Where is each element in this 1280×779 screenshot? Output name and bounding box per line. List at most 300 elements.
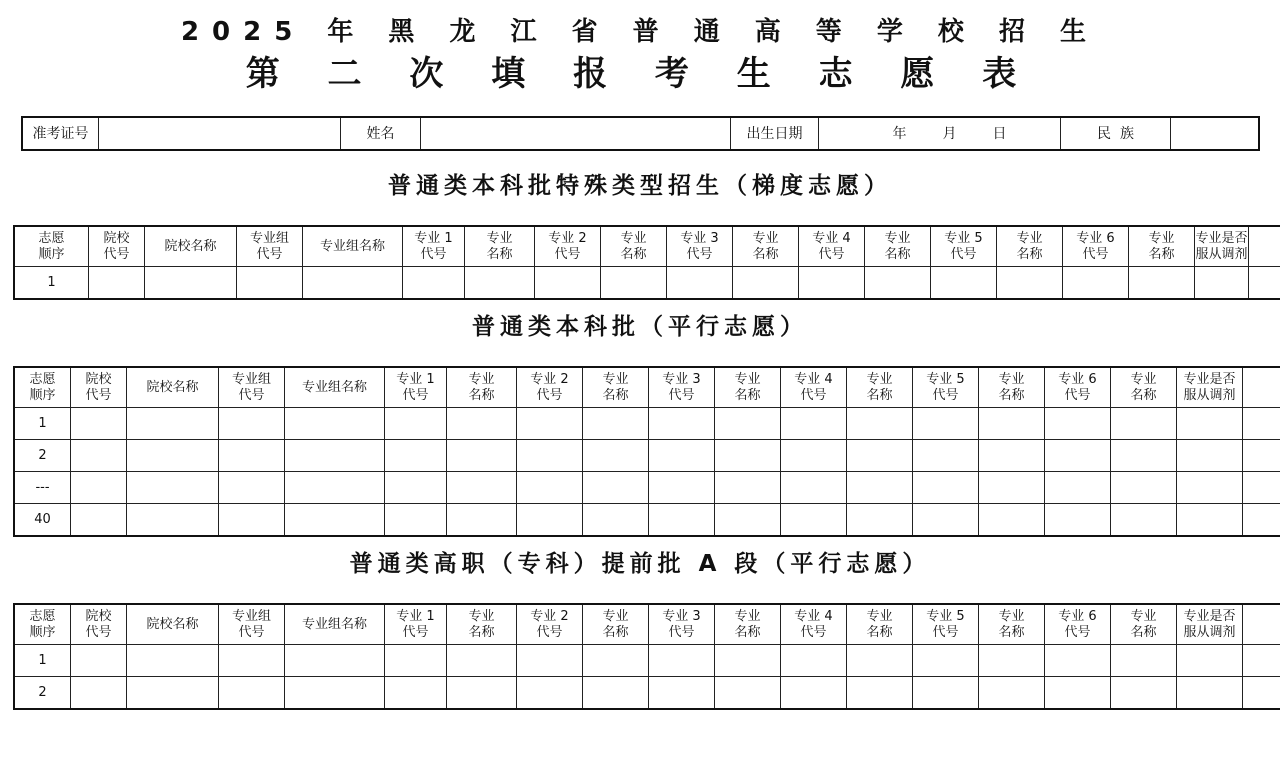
header-major-6-name — [1111, 605, 1177, 645]
choice-entry-cell[interactable] — [649, 408, 715, 440]
header-major-4-code — [781, 368, 847, 408]
choice-entry-cell[interactable] — [285, 677, 385, 709]
header-major-4-name-line2: 名称 — [866, 624, 893, 640]
header-major-6-code — [1045, 368, 1111, 408]
choice-entry-cell[interactable] — [583, 472, 649, 504]
choice-entry-cell[interactable] — [1177, 472, 1243, 504]
header-major-6-name-line2: 名称 — [1130, 387, 1157, 403]
choice-entry-cell[interactable] — [385, 440, 447, 472]
header-obey-adjust-line2: 服从调剂 — [1195, 246, 1248, 262]
choice-entry-cell[interactable] — [583, 408, 649, 440]
header-major-3-name-line1: 专业 — [752, 230, 779, 246]
header-major-2-name — [583, 368, 649, 408]
choice-row — [15, 645, 1280, 677]
header-major-3-name — [715, 605, 781, 645]
header-major-4-code — [799, 227, 865, 267]
choice-entry-cell[interactable] — [385, 645, 447, 677]
header-group-code-line2: 代号 — [256, 246, 283, 262]
choice-entry-cell[interactable] — [447, 408, 517, 440]
header-group-name: 专业组名称 — [285, 605, 385, 645]
header-major-1-code — [385, 368, 447, 408]
choice-entry-cell[interactable] — [303, 267, 403, 299]
header-major-6-code-line2: 代号 — [1064, 624, 1091, 640]
header-major-3-code — [667, 227, 733, 267]
header-major-2-name-line2: 名称 — [620, 246, 647, 262]
header-major-3-name — [715, 368, 781, 408]
choice-entry-cell[interactable] — [583, 645, 649, 677]
month-label: 月 — [942, 125, 957, 142]
header-obey-adjust-line1: 专业是否 — [1183, 608, 1236, 624]
choice-entry-cell[interactable] — [1243, 440, 1280, 472]
header-major-1-code-line1: 专业 1 — [396, 608, 435, 624]
choice-entry-cell[interactable] — [715, 677, 781, 709]
header-major-3-code-line2: 代号 — [668, 624, 695, 640]
choice-entry-cell[interactable] — [447, 472, 517, 504]
choice-order-cell: 2 — [15, 440, 71, 472]
header-major-5-name — [979, 605, 1045, 645]
choice-entry-cell[interactable] — [1177, 408, 1243, 440]
choice-entry-cell[interactable] — [913, 677, 979, 709]
choice-row — [15, 408, 1280, 440]
header-school-code-line1: 院校 — [85, 371, 112, 387]
choice-entry-cell[interactable] — [913, 408, 979, 440]
header-major-6-code — [1063, 227, 1129, 267]
exam-number-label: 准考证号 — [23, 118, 99, 150]
choice-entry-cell[interactable] — [71, 408, 127, 440]
year-label: 年 — [892, 125, 907, 142]
choice-entry-cell[interactable] — [1243, 408, 1280, 440]
header-major-5-code-line1: 专业 5 — [926, 371, 965, 387]
applicant-info-table — [22, 117, 1259, 150]
header-school-code-line2: 代号 — [85, 387, 112, 403]
choice-entry-cell[interactable] — [913, 440, 979, 472]
header-group-code — [219, 605, 285, 645]
choice-entry-cell[interactable] — [71, 472, 127, 504]
header-major-1-code-line1: 专业 1 — [414, 230, 453, 246]
choice-entry-cell[interactable] — [649, 472, 715, 504]
header-major-3-code-line2: 代号 — [686, 246, 713, 262]
choice-entry-cell[interactable] — [979, 408, 1045, 440]
birth-date-label: 出生日期 — [731, 118, 819, 150]
header-order-line2: 顺序 — [29, 624, 56, 640]
header-major-2-code-line1: 专业 2 — [548, 230, 587, 246]
choice-entry-cell[interactable] — [1243, 677, 1280, 709]
choice-entry-cell[interactable] — [219, 408, 285, 440]
choice-entry-cell[interactable] — [1111, 504, 1177, 536]
header-major-3-name-line1: 专业 — [734, 371, 761, 387]
choice-entry-cell[interactable] — [285, 440, 385, 472]
choice-entry-cell[interactable] — [979, 645, 1045, 677]
header-major-1-name — [465, 227, 535, 267]
choice-entry-cell[interactable] — [385, 408, 447, 440]
header-major-4-name — [865, 227, 931, 267]
header-school-name: 院校名称 — [127, 605, 219, 645]
choice-row — [15, 677, 1280, 709]
choice-entry-cell[interactable] — [517, 440, 583, 472]
header-major-2-name — [583, 605, 649, 645]
header-major-6-name-line2: 名称 — [1148, 246, 1175, 262]
choice-order-cell: 1 — [15, 645, 71, 677]
choice-entry-cell[interactable] — [1195, 267, 1249, 299]
choice-entry-cell[interactable] — [517, 504, 583, 536]
header-major-4-name — [847, 368, 913, 408]
header-school-code — [89, 227, 145, 267]
choice-row — [15, 504, 1280, 536]
header-major-3-code-line1: 专业 3 — [662, 371, 701, 387]
choice-entry-cell[interactable] — [997, 267, 1063, 299]
choice-entry-cell[interactable] — [979, 504, 1045, 536]
header-major-2-code-line1: 专业 2 — [530, 371, 569, 387]
header-major-6-code-line1: 专业 6 — [1076, 230, 1115, 246]
choice-entry-cell[interactable] — [649, 677, 715, 709]
header-row — [15, 368, 1280, 408]
choice-entry-cell[interactable] — [1177, 677, 1243, 709]
header-major-2-name-line2: 名称 — [602, 624, 629, 640]
header-order-line1: 志愿 — [29, 608, 56, 624]
choice-entry-cell[interactable] — [733, 267, 799, 299]
choice-entry-cell[interactable] — [865, 267, 931, 299]
header-obey-adjust — [1177, 368, 1243, 408]
header-major-5-name-line1: 专业 — [998, 371, 1025, 387]
choice-entry-cell[interactable] — [1249, 267, 1280, 299]
header-major-6-code-line1: 专业 6 — [1058, 608, 1097, 624]
choice-entry-cell[interactable] — [71, 677, 127, 709]
choice-entry-cell[interactable] — [1177, 504, 1243, 536]
header-major-5-code-line2: 代号 — [932, 624, 959, 640]
header-major-2-code — [517, 368, 583, 408]
choice-entry-cell[interactable] — [1045, 504, 1111, 536]
header-obey-adjust-line2: 服从调剂 — [1183, 624, 1236, 640]
choice-entry-cell[interactable] — [1045, 677, 1111, 709]
header-group-code-line1: 专业组 — [231, 371, 271, 387]
header-major-4-code — [781, 605, 847, 645]
choice-entry-cell[interactable] — [127, 408, 219, 440]
header-major-3-code-line1: 专业 3 — [662, 608, 701, 624]
choice-entry-cell[interactable] — [71, 440, 127, 472]
choice-entry-cell[interactable] — [1177, 645, 1243, 677]
day-label: 日 — [992, 125, 1007, 142]
header-major-6-name-line1: 专业 — [1148, 230, 1175, 246]
header-major-6-name-line2: 名称 — [1130, 624, 1157, 640]
header-major-6-name — [1111, 368, 1177, 408]
header-school-code-line1: 院校 — [85, 608, 112, 624]
header-obey-adjust-line2: 服从调剂 — [1183, 387, 1236, 403]
choice-order-cell: 1 — [15, 408, 71, 440]
choice-entry-cell[interactable] — [715, 645, 781, 677]
header-group-code-line2: 代号 — [238, 624, 265, 640]
choice-entry-cell[interactable] — [649, 504, 715, 536]
choice-entry-cell[interactable] — [285, 504, 385, 536]
choice-entry-cell[interactable] — [127, 440, 219, 472]
choice-entry-cell[interactable] — [667, 267, 733, 299]
header-school-name: 院校名称 — [127, 368, 219, 408]
header-school-code-line2: 代号 — [85, 624, 112, 640]
choice-entry-cell[interactable] — [601, 267, 667, 299]
header-major-5-name — [979, 368, 1045, 408]
choice-entry-cell[interactable] — [1243, 472, 1280, 504]
choice-entry-cell[interactable] — [385, 504, 447, 536]
choice-order-cell: 40 — [15, 504, 71, 536]
header-major-1-name-line1: 专业 — [468, 608, 495, 624]
name-label: 姓名 — [341, 118, 421, 150]
header-major-2-name-line1: 专业 — [602, 608, 629, 624]
choice-entry-cell[interactable] — [285, 408, 385, 440]
choice-entry-cell[interactable] — [219, 677, 285, 709]
choice-entry-cell[interactable] — [847, 408, 913, 440]
header-school-code — [71, 368, 127, 408]
section-title-3: 普通类高职（专科）提前批 A 段（平行志愿） — [349, 551, 931, 577]
choice-entry-cell[interactable] — [71, 504, 127, 536]
choice-entry-cell[interactable] — [1243, 504, 1280, 536]
form-title-line2: 第 二 次 填 报 考 生 志 愿 表 — [245, 54, 1035, 94]
header-obey-adjust-line1: 专业是否 — [1183, 371, 1236, 387]
choice-entry-cell[interactable] — [517, 677, 583, 709]
header-major-4-code-line2: 代号 — [818, 246, 845, 262]
header-major-5-code-line1: 专业 5 — [926, 608, 965, 624]
header-major-5-name-line2: 名称 — [998, 387, 1025, 403]
header-major-6-name-line1: 专业 — [1130, 608, 1157, 624]
choice-entry-cell[interactable] — [1045, 645, 1111, 677]
header-order-line2: 顺序 — [38, 246, 65, 262]
header-major-1-code-line2: 代号 — [402, 624, 429, 640]
header-major-3-name-line2: 名称 — [734, 624, 761, 640]
choice-entry-cell[interactable] — [1177, 440, 1243, 472]
header-major-4-name-line1: 专业 — [866, 371, 893, 387]
header-school-code — [71, 605, 127, 645]
choice-entry-cell[interactable] — [1111, 408, 1177, 440]
choice-entry-cell[interactable] — [535, 267, 601, 299]
header-major-1-code — [385, 605, 447, 645]
section-title-2: 普通类本科批（平行志愿） — [472, 314, 808, 340]
header-major-3-name-line2: 名称 — [752, 246, 779, 262]
choice-entry-cell[interactable] — [583, 440, 649, 472]
choice-entry-cell[interactable] — [781, 472, 847, 504]
choice-entry-cell[interactable] — [913, 504, 979, 536]
ethnicity-label: 民 族 — [1061, 118, 1171, 150]
header-major-2-code-line1: 专业 2 — [530, 608, 569, 624]
choice-entry-cell[interactable] — [517, 645, 583, 677]
choice-entry-cell[interactable] — [1111, 677, 1177, 709]
choice-entry-cell[interactable] — [219, 645, 285, 677]
choice-entry-cell[interactable] — [517, 408, 583, 440]
header-major-4-name-line1: 专业 — [884, 230, 911, 246]
header-group-code — [237, 227, 303, 267]
choice-entry-cell[interactable] — [931, 267, 997, 299]
choice-entry-cell[interactable] — [71, 645, 127, 677]
header-major-4-code-line1: 专业 4 — [794, 608, 833, 624]
header-major-6-code-line2: 代号 — [1082, 246, 1109, 262]
choice-entry-cell[interactable] — [127, 677, 219, 709]
header-major-1-code-line2: 代号 — [420, 246, 447, 262]
header-major-4-name-line2: 名称 — [884, 246, 911, 262]
header-obey-adjust — [1195, 227, 1249, 267]
header-major-1-name-line2: 名称 — [468, 624, 495, 640]
header-group-name: 专业组名称 — [285, 368, 385, 408]
choice-entry-cell[interactable] — [1243, 645, 1280, 677]
header-major-4-code-line2: 代号 — [800, 387, 827, 403]
header-major-5-name-line2: 名称 — [998, 624, 1025, 640]
choice-entry-cell[interactable] — [1063, 267, 1129, 299]
choice-entry-cell[interactable] — [715, 472, 781, 504]
header-major-5-name-line1: 专业 — [998, 608, 1025, 624]
header-order-line2: 顺序 — [29, 387, 56, 403]
choice-entry-cell[interactable] — [847, 645, 913, 677]
choice-entry-cell[interactable] — [583, 677, 649, 709]
choice-entry-cell[interactable] — [781, 504, 847, 536]
header-major-3-code-line1: 专业 3 — [680, 230, 719, 246]
header-order-line1: 志愿 — [29, 371, 56, 387]
header-major-1-name-line1: 专业 — [468, 371, 495, 387]
header-major-2-name-line2: 名称 — [602, 387, 629, 403]
header-group-code-line1: 专业组 — [249, 230, 289, 246]
choice-table-3 — [14, 604, 1280, 709]
choice-entry-cell[interactable] — [403, 267, 465, 299]
header-major-3-name-line2: 名称 — [734, 387, 761, 403]
name-field[interactable] — [421, 118, 731, 150]
header-major-4-name-line2: 名称 — [866, 387, 893, 403]
choice-entry-cell[interactable] — [1045, 472, 1111, 504]
header-major-5-code-line2: 代号 — [950, 246, 977, 262]
choice-row — [15, 267, 1280, 299]
choice-row — [15, 472, 1280, 504]
header-major-1-name-line2: 名称 — [486, 246, 513, 262]
header-major-4-code-line2: 代号 — [800, 624, 827, 640]
header-row — [15, 227, 1280, 267]
choice-entry-cell[interactable] — [219, 472, 285, 504]
choice-entry-cell[interactable] — [979, 440, 1045, 472]
header-major-1-code-line2: 代号 — [402, 387, 429, 403]
choice-order-cell: --- — [15, 472, 71, 504]
choice-entry-cell[interactable] — [847, 677, 913, 709]
choice-entry-cell[interactable] — [781, 677, 847, 709]
header-major-5-name-line1: 专业 — [1016, 230, 1043, 246]
choice-row — [15, 440, 1280, 472]
header-major-6-code-line1: 专业 6 — [1058, 371, 1097, 387]
choice-entry-cell[interactable] — [649, 440, 715, 472]
header-major-2-code-line2: 代号 — [536, 624, 563, 640]
header-major-1-code — [403, 227, 465, 267]
choice-entry-cell[interactable] — [781, 645, 847, 677]
choice-entry-cell[interactable] — [1111, 645, 1177, 677]
header-major-6-code — [1045, 605, 1111, 645]
header-major-2-code-line2: 代号 — [536, 387, 563, 403]
header-major-5-name-line2: 名称 — [1016, 246, 1043, 262]
header-major-5-code-line2: 代号 — [932, 387, 959, 403]
choice-entry-cell[interactable] — [979, 677, 1045, 709]
choice-entry-cell[interactable] — [127, 504, 219, 536]
choice-entry-cell[interactable] — [465, 267, 535, 299]
choice-entry-cell[interactable] — [847, 472, 913, 504]
choice-entry-cell[interactable] — [517, 472, 583, 504]
form-title-line1: 2025 年 黑 龙 江 省 普 通 高 等 学 校 招 生 — [180, 17, 1100, 47]
choice-entry-cell[interactable] — [583, 504, 649, 536]
choice-table-2 — [14, 367, 1280, 536]
choice-entry-cell[interactable] — [913, 645, 979, 677]
header-major-1-name — [447, 368, 517, 408]
choice-entry-cell[interactable] — [219, 440, 285, 472]
choice-entry-cell[interactable] — [715, 440, 781, 472]
header-order — [15, 605, 71, 645]
choice-entry-cell[interactable] — [1129, 267, 1195, 299]
header-major-3-name — [733, 227, 799, 267]
header-major-1-name — [447, 605, 517, 645]
choice-order-cell: 2 — [15, 677, 71, 709]
choice-entry-cell[interactable] — [847, 504, 913, 536]
header-major-2-name-line1: 专业 — [602, 371, 629, 387]
choice-entry-cell[interactable] — [89, 267, 145, 299]
header-major-5-name — [997, 227, 1063, 267]
choice-entry-cell[interactable] — [219, 504, 285, 536]
choice-order-cell: 1 — [15, 267, 89, 299]
header-major-2-code — [517, 605, 583, 645]
header-major-5-code-line1: 专业 5 — [944, 230, 983, 246]
choice-entry-cell[interactable] — [799, 267, 865, 299]
header-group-code — [219, 368, 285, 408]
choice-table-1 — [14, 226, 1280, 299]
choice-entry-cell[interactable] — [1111, 472, 1177, 504]
header-major-1-code-line1: 专业 1 — [396, 371, 435, 387]
exam-number-field[interactable] — [99, 118, 341, 150]
header-major-4-code-line1: 专业 4 — [812, 230, 851, 246]
choice-entry-cell[interactable] — [1045, 408, 1111, 440]
header-school-code-line1: 院校 — [103, 230, 130, 246]
header-major-3-code-line2: 代号 — [668, 387, 695, 403]
header-group-name: 专业组名称 — [303, 227, 403, 267]
choice-entry-cell[interactable] — [237, 267, 303, 299]
header-major-6-code-line2: 代号 — [1064, 387, 1091, 403]
choice-entry-cell[interactable] — [447, 677, 517, 709]
birth-date-field[interactable] — [819, 118, 1061, 150]
header-major-5-code — [913, 368, 979, 408]
choice-entry-cell[interactable] — [447, 504, 517, 536]
choice-entry-cell[interactable] — [913, 472, 979, 504]
header-major-2-name — [601, 227, 667, 267]
header-obey-adjust — [1177, 605, 1243, 645]
header-major-1-name-line2: 名称 — [468, 387, 495, 403]
choice-entry-cell[interactable] — [285, 645, 385, 677]
header-major-6-name — [1129, 227, 1195, 267]
header-school-name: 院校名称 — [145, 227, 237, 267]
choice-entry-cell[interactable] — [127, 472, 219, 504]
header-group-code-line1: 专业组 — [231, 608, 271, 624]
choice-entry-cell[interactable] — [145, 267, 237, 299]
header-major-4-name — [847, 605, 913, 645]
header-major-6-name-line1: 专业 — [1130, 371, 1157, 387]
choice-entry-cell[interactable] — [447, 440, 517, 472]
choice-entry-cell[interactable] — [847, 440, 913, 472]
choice-entry-cell[interactable] — [715, 408, 781, 440]
choice-entry-cell[interactable] — [1111, 440, 1177, 472]
header-group-code-line2: 代号 — [238, 387, 265, 403]
choice-entry-cell[interactable] — [781, 440, 847, 472]
choice-entry-cell[interactable] — [781, 408, 847, 440]
choice-entry-cell[interactable] — [127, 645, 219, 677]
header-school-code-line2: 代号 — [103, 246, 130, 262]
choice-entry-cell[interactable] — [715, 504, 781, 536]
choice-entry-cell[interactable] — [1045, 440, 1111, 472]
header-major-2-code — [535, 227, 601, 267]
header-major-4-name-line1: 专业 — [866, 608, 893, 624]
header-major-2-code-line2: 代号 — [554, 246, 581, 262]
choice-entry-cell[interactable] — [385, 677, 447, 709]
choice-entry-cell[interactable] — [649, 645, 715, 677]
choice-entry-cell[interactable] — [385, 472, 447, 504]
choice-entry-cell[interactable] — [979, 472, 1045, 504]
choice-entry-cell[interactable] — [447, 645, 517, 677]
ethnicity-field[interactable] — [1171, 118, 1259, 150]
choice-entry-cell[interactable] — [285, 472, 385, 504]
header-major-3-code — [649, 605, 715, 645]
